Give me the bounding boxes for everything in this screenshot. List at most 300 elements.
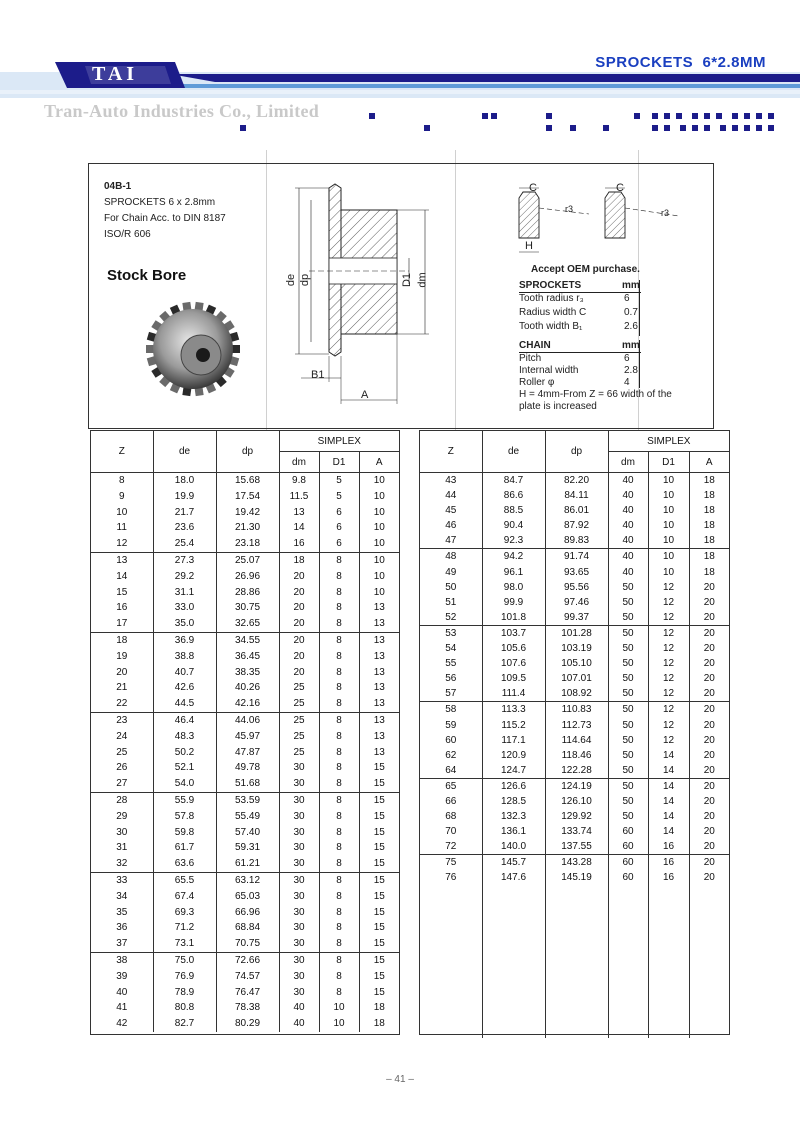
table-cell: 105.6 xyxy=(482,641,545,656)
table-cell: 25 xyxy=(279,696,319,712)
table-cell: 28 xyxy=(116,794,128,806)
table-cell: 78.38 xyxy=(216,1000,279,1016)
table-cell: 23 xyxy=(116,714,128,726)
table-cell: 15 xyxy=(359,856,399,872)
table-cell: 25.07 xyxy=(216,552,279,568)
table-cell: 59.8 xyxy=(153,825,216,841)
table-cell: 15 xyxy=(359,825,399,841)
table-cell: 76.9 xyxy=(153,969,216,985)
table-cell: 107.6 xyxy=(482,656,545,671)
table-row xyxy=(91,952,399,968)
sprocket-photo xyxy=(141,289,251,407)
table-cell: 10 xyxy=(359,585,399,601)
page-title: SPROCKETS 6*2.8MM xyxy=(595,54,766,71)
table-cell: 50 xyxy=(608,641,648,656)
table-cell: 30 xyxy=(279,905,319,921)
table-cell: 10 xyxy=(648,518,689,533)
table-cell: 112.73 xyxy=(545,718,608,733)
table-cell: 108.92 xyxy=(545,686,608,702)
table-cell: 30 xyxy=(279,760,319,776)
table-cell: 14 xyxy=(648,778,689,794)
table-cell: 76 xyxy=(445,872,457,884)
table-cell: 105.10 xyxy=(545,656,608,671)
logo-text: TAI xyxy=(92,63,139,85)
table-cell: 133.74 xyxy=(545,824,608,839)
table-row xyxy=(91,809,399,825)
table-row xyxy=(420,671,729,686)
table-cell: 20 xyxy=(279,649,319,665)
table-cell: 33.0 xyxy=(153,600,216,616)
table-cell: 87.92 xyxy=(545,518,608,533)
table-cell: 8 xyxy=(319,585,359,601)
table-cell: 8 xyxy=(319,936,359,952)
table-cell: 20 xyxy=(116,666,128,678)
table-cell: 8 xyxy=(319,809,359,825)
table-row xyxy=(91,1000,399,1016)
table-row xyxy=(420,763,729,779)
table-cell: 70.75 xyxy=(216,936,279,952)
table-cell: 98.0 xyxy=(482,580,545,595)
table-cell: 78.9 xyxy=(153,985,216,1001)
table-cell: 72.66 xyxy=(216,952,279,968)
table-cell: 50 xyxy=(608,794,648,809)
chain-value: 4 xyxy=(624,377,630,388)
table-row xyxy=(91,776,399,792)
table-cell: 10 xyxy=(648,565,689,580)
table-cell: 143.28 xyxy=(545,855,608,871)
table-cell: 65.03 xyxy=(216,889,279,905)
table-row xyxy=(91,745,399,761)
table-row xyxy=(420,748,729,763)
table-cell: 14 xyxy=(279,520,319,536)
table-cell: 51.68 xyxy=(216,776,279,792)
table-row xyxy=(91,505,399,521)
table-cell: 40 xyxy=(608,549,648,565)
table-cell: 12 xyxy=(648,641,689,656)
table-cell: 8 xyxy=(319,969,359,985)
col-header-dp: dp xyxy=(545,431,608,473)
spec-label: Tooth width B₁ xyxy=(519,321,583,332)
table-cell: 9 xyxy=(118,490,125,502)
table-cell: 18 xyxy=(689,488,729,503)
table-cell: 10 xyxy=(359,489,399,505)
table-cell: 57 xyxy=(420,686,482,702)
table-cell: 90.4 xyxy=(482,518,545,533)
table-cell: 13 xyxy=(359,729,399,745)
table-cell: 15 xyxy=(359,920,399,936)
table-cell: 19 xyxy=(116,650,128,662)
table-cell: 92.3 xyxy=(482,533,545,549)
chain-label: Pitch xyxy=(519,353,542,364)
table-row xyxy=(420,595,729,610)
table-cell: 64 xyxy=(420,763,482,779)
table-row xyxy=(91,969,399,985)
table-row xyxy=(91,569,399,585)
table-cell: 8 xyxy=(319,712,359,728)
table-cell: 12 xyxy=(648,718,689,733)
table-cell: 15 xyxy=(359,952,399,968)
table-cell: 32.65 xyxy=(216,616,279,632)
table-cell: 10 xyxy=(648,549,689,565)
dim-label-c: C xyxy=(529,182,537,194)
table-cell: 50 xyxy=(608,671,648,686)
table-row xyxy=(420,718,729,733)
table-cell: 20 xyxy=(689,671,729,686)
table-cell: 117.1 xyxy=(482,733,545,748)
table-cell: 74.57 xyxy=(216,969,279,985)
table-cell: 12 xyxy=(648,671,689,686)
table-cell: 62 xyxy=(445,749,457,761)
table-cell: 13 xyxy=(359,712,399,728)
table-cell: 103.7 xyxy=(482,625,545,641)
table-cell: 17 xyxy=(91,616,153,632)
table-cell: 38.35 xyxy=(216,665,279,681)
table-cell: 68.84 xyxy=(216,920,279,936)
table-cell: 36 xyxy=(116,922,128,934)
table-cell: 25 xyxy=(279,745,319,761)
table-cell: 101.8 xyxy=(482,610,545,626)
table-cell: 10 xyxy=(359,505,399,521)
table-cell: 21 xyxy=(116,682,128,694)
table-cell: 107.01 xyxy=(545,671,608,686)
table-cell: 20 xyxy=(689,595,729,610)
table-cell: 53 xyxy=(445,627,457,639)
table-cell: 126.6 xyxy=(482,778,545,794)
table-cell: 16 xyxy=(648,839,689,855)
table-cell: 42 xyxy=(116,1018,128,1030)
table-cell: 109.5 xyxy=(482,671,545,686)
table-cell: 26 xyxy=(116,762,128,774)
table-cell: 30 xyxy=(279,920,319,936)
table-cell: 12 xyxy=(648,733,689,748)
company-name: Tran-Auto Industries Co., Limited xyxy=(44,101,320,121)
table-row xyxy=(420,610,729,626)
dim-label-c: C xyxy=(616,182,624,194)
sprocket-table-left xyxy=(91,431,399,1032)
table-cell: 136.1 xyxy=(482,824,545,839)
table-cell: 40 xyxy=(608,488,648,503)
table-filler-cell xyxy=(420,886,482,1038)
table-cell: 50 xyxy=(608,656,648,671)
table-cell: 6 xyxy=(319,505,359,521)
table-cell: 61.7 xyxy=(153,840,216,856)
dim-label-h: H xyxy=(525,240,533,252)
table-cell: 24 xyxy=(116,730,128,742)
table-cell: 15 xyxy=(116,586,128,598)
table-cell: 6 xyxy=(319,520,359,536)
table-cell: 8 xyxy=(319,840,359,856)
table-cell: 20 xyxy=(689,748,729,763)
table-cell: 18 xyxy=(689,565,729,580)
table-cell: 66 xyxy=(445,795,457,807)
table-cell: 8 xyxy=(319,745,359,761)
table-cell: 10 xyxy=(359,552,399,568)
table-cell: 49.78 xyxy=(216,760,279,776)
table-cell: 18 xyxy=(359,1016,399,1032)
table-row xyxy=(420,641,729,656)
table-cell: 145.7 xyxy=(482,855,545,871)
table-cell: 20 xyxy=(689,778,729,794)
table-cell: 5 xyxy=(319,489,359,505)
table-cell: 27.3 xyxy=(153,552,216,568)
table-cell: 8 xyxy=(319,889,359,905)
table-cell: 44.06 xyxy=(216,712,279,728)
table-cell: 122.28 xyxy=(545,763,608,779)
cross-section-drawing xyxy=(269,182,444,404)
table-cell: 103.19 xyxy=(545,641,608,656)
table-row xyxy=(91,905,399,921)
table-cell: 18.0 xyxy=(153,473,216,489)
table-cell: 50 xyxy=(608,580,648,595)
table-cell: 21.30 xyxy=(216,520,279,536)
table-cell: 26.96 xyxy=(216,569,279,585)
table-cell: 20 xyxy=(689,870,729,885)
table-cell: 20 xyxy=(689,610,729,626)
table-row xyxy=(420,839,729,855)
page-number: – 41 – xyxy=(386,1074,414,1085)
table-cell: 20 xyxy=(279,632,319,648)
table-cell: 50 xyxy=(608,686,648,702)
table-cell: 118.46 xyxy=(545,748,608,763)
table-cell: 60 xyxy=(608,824,648,839)
table-row xyxy=(91,585,399,601)
table-cell: 68 xyxy=(445,811,457,823)
table-cell: 20 xyxy=(279,665,319,681)
table-row xyxy=(420,809,729,824)
table-cell: 147.6 xyxy=(482,870,545,885)
col-header-z: Z xyxy=(420,431,482,473)
table-row xyxy=(91,936,399,952)
table-cell: 65 xyxy=(445,780,457,792)
table-cell: 30 xyxy=(279,776,319,792)
table-cell: 145.19 xyxy=(545,870,608,885)
table-cell: 54.0 xyxy=(153,776,216,792)
table-row xyxy=(91,649,399,665)
table-cell: 50 xyxy=(608,610,648,626)
table-cell: 20 xyxy=(279,585,319,601)
table-cell: 40 xyxy=(608,518,648,533)
table-cell: 36.45 xyxy=(216,649,279,665)
table-cell: 60 xyxy=(608,855,648,871)
col-header-de: de xyxy=(482,431,545,473)
table-cell: 140.0 xyxy=(482,839,545,855)
table-cell: 50 xyxy=(608,595,648,610)
table-cell: 42.6 xyxy=(153,680,216,696)
table-cell: 63.6 xyxy=(153,856,216,872)
table-cell: 8 xyxy=(319,905,359,921)
table-cell: 31.1 xyxy=(153,585,216,601)
table-cell: 55.9 xyxy=(153,792,216,808)
spec-label: Tooth radius r₃ xyxy=(519,293,584,304)
table-cell: 132.3 xyxy=(482,809,545,824)
table-cell: 94.2 xyxy=(482,549,545,565)
table-cell: 41 xyxy=(116,1002,128,1014)
table-cell: 16 xyxy=(279,536,319,552)
table-cell: 48 xyxy=(445,551,457,563)
col-header-dm: dm xyxy=(608,452,648,473)
dim-label-d1: D1 xyxy=(401,272,414,288)
table-row xyxy=(420,549,729,565)
table-row xyxy=(91,729,399,745)
table-cell: 13 xyxy=(116,554,128,566)
table-cell: 84.11 xyxy=(545,488,608,503)
table-cell: 13 xyxy=(359,649,399,665)
table-cell: 58 xyxy=(445,704,457,716)
table-cell: 25 xyxy=(279,680,319,696)
table-cell: 33 xyxy=(116,874,128,886)
table-cell: 12 xyxy=(91,536,153,552)
dim-label-b1: B1 xyxy=(311,369,325,381)
table-cell: 50.2 xyxy=(153,745,216,761)
table-cell: 73.1 xyxy=(153,936,216,952)
table-cell: 8 xyxy=(319,985,359,1001)
table-cell: 23.18 xyxy=(216,536,279,552)
table-row xyxy=(420,686,729,702)
table-row xyxy=(91,489,399,505)
table-row xyxy=(91,985,399,1001)
col-header-simplex: SIMPLEX xyxy=(279,431,399,452)
spec-value: 0.7 xyxy=(624,307,638,318)
table-cell: 23.6 xyxy=(153,520,216,536)
table-row xyxy=(91,600,399,616)
table-row xyxy=(91,473,399,489)
table-cell: 10 xyxy=(359,569,399,585)
table-filler-cell xyxy=(608,886,648,1038)
table-cell: 71.2 xyxy=(153,920,216,936)
table-cell: 30 xyxy=(279,969,319,985)
dim-label-dp: dp xyxy=(299,273,312,287)
table-cell: 51 xyxy=(445,596,457,608)
table-cell: 30 xyxy=(279,825,319,841)
table-cell: 113.3 xyxy=(482,702,545,718)
table-cell: 15 xyxy=(359,905,399,921)
table-cell: 12 xyxy=(648,702,689,718)
table-row xyxy=(91,665,399,681)
table-cell: 8 xyxy=(319,569,359,585)
table-cell: 36.9 xyxy=(153,632,216,648)
table-cell: 47.87 xyxy=(216,745,279,761)
table-row xyxy=(420,656,729,671)
table-cell: 15 xyxy=(359,985,399,1001)
table-cell: 40 xyxy=(608,473,648,489)
table-cell: 14 xyxy=(648,763,689,779)
table-cell: 25 xyxy=(279,712,319,728)
dim-label-a: A xyxy=(361,389,369,401)
table-cell: 30 xyxy=(279,856,319,872)
table-cell: 10 xyxy=(116,506,128,518)
table-cell: 18 xyxy=(359,1000,399,1016)
table-row xyxy=(91,856,399,872)
table-row xyxy=(91,889,399,905)
table-cell: 19.42 xyxy=(216,505,279,521)
table-cell: 15.68 xyxy=(216,473,279,489)
table-cell: 18 xyxy=(689,549,729,565)
table-cell: 50 xyxy=(608,809,648,824)
table-cell: 18 xyxy=(689,533,729,549)
table-cell: 137.55 xyxy=(545,839,608,855)
chain-value: 6 xyxy=(624,353,630,364)
table-cell: 40 xyxy=(608,533,648,549)
col-header-dm: dm xyxy=(279,452,319,473)
table-cell: 18 xyxy=(116,634,128,646)
table-row xyxy=(91,825,399,841)
table-cell: 15 xyxy=(359,936,399,952)
table-row xyxy=(420,702,729,718)
table-cell: 35 xyxy=(116,906,128,918)
table-filler-cell xyxy=(689,886,729,1038)
unit-mm: mm xyxy=(622,280,640,291)
table-cell: 8 xyxy=(118,475,125,486)
table-cell: 60 xyxy=(608,839,648,855)
table-cell: 82.7 xyxy=(153,1016,216,1032)
chain-note: plate is increased xyxy=(519,401,597,412)
table-row xyxy=(91,712,399,728)
table-cell: 69.3 xyxy=(153,905,216,921)
table-cell: 72 xyxy=(420,839,482,855)
table-filler-cell xyxy=(545,886,608,1038)
table-cell: 115.2 xyxy=(482,718,545,733)
table-cell: 17.54 xyxy=(216,489,279,505)
table-cell: 25 xyxy=(116,746,128,758)
table-cell: 52.1 xyxy=(153,760,216,776)
table-row xyxy=(420,794,729,809)
table-cell: 10 xyxy=(648,503,689,518)
dim-label-r3: r3 xyxy=(565,204,574,214)
table-cell: 30 xyxy=(279,985,319,1001)
table-cell: 99.37 xyxy=(545,610,608,626)
chain-heading: CHAIN xyxy=(519,340,551,351)
table-cell: 50 xyxy=(608,702,648,718)
table-cell: 20 xyxy=(689,794,729,809)
table-cell: 110.83 xyxy=(545,702,608,718)
table-cell: 21.7 xyxy=(153,505,216,521)
table-cell: 65.5 xyxy=(153,872,216,888)
table-cell: 8 xyxy=(319,552,359,568)
chain-label: Roller φ xyxy=(519,377,555,388)
table-cell: 70 xyxy=(445,826,457,838)
spec-line: ISO/R 606 xyxy=(104,229,151,240)
table-cell: 129.92 xyxy=(545,809,608,824)
table-cell: 126.10 xyxy=(545,794,608,809)
table-cell: 40 xyxy=(608,565,648,580)
table-cell: 30 xyxy=(279,952,319,968)
table-cell: 60 xyxy=(445,734,457,746)
spec-line: For Chain Acc. to DIN 8187 xyxy=(104,213,226,224)
table-cell: 29.2 xyxy=(153,569,216,585)
table-row xyxy=(91,872,399,888)
table-cell: 15 xyxy=(359,840,399,856)
table-filler-cell xyxy=(648,886,689,1038)
table-cell: 99.9 xyxy=(482,595,545,610)
chain-value: 2.8 xyxy=(624,365,638,376)
table-cell: 15 xyxy=(359,809,399,825)
table-cell: 20 xyxy=(279,616,319,632)
table-row xyxy=(91,840,399,856)
table-cell: 20 xyxy=(689,855,729,871)
table-row xyxy=(91,680,399,696)
table-row xyxy=(420,733,729,748)
table-cell: 52 xyxy=(420,610,482,626)
table-cell: 16 xyxy=(648,870,689,885)
col-header-simplex: SIMPLEX xyxy=(608,431,729,452)
table-cell: 38.8 xyxy=(153,649,216,665)
table-row xyxy=(91,792,399,808)
table-cell: 88.5 xyxy=(482,503,545,518)
table-cell: 25 xyxy=(279,729,319,745)
table-cell: 40 xyxy=(608,503,648,518)
table-cell: 20 xyxy=(689,686,729,702)
table-cell: 13 xyxy=(359,665,399,681)
